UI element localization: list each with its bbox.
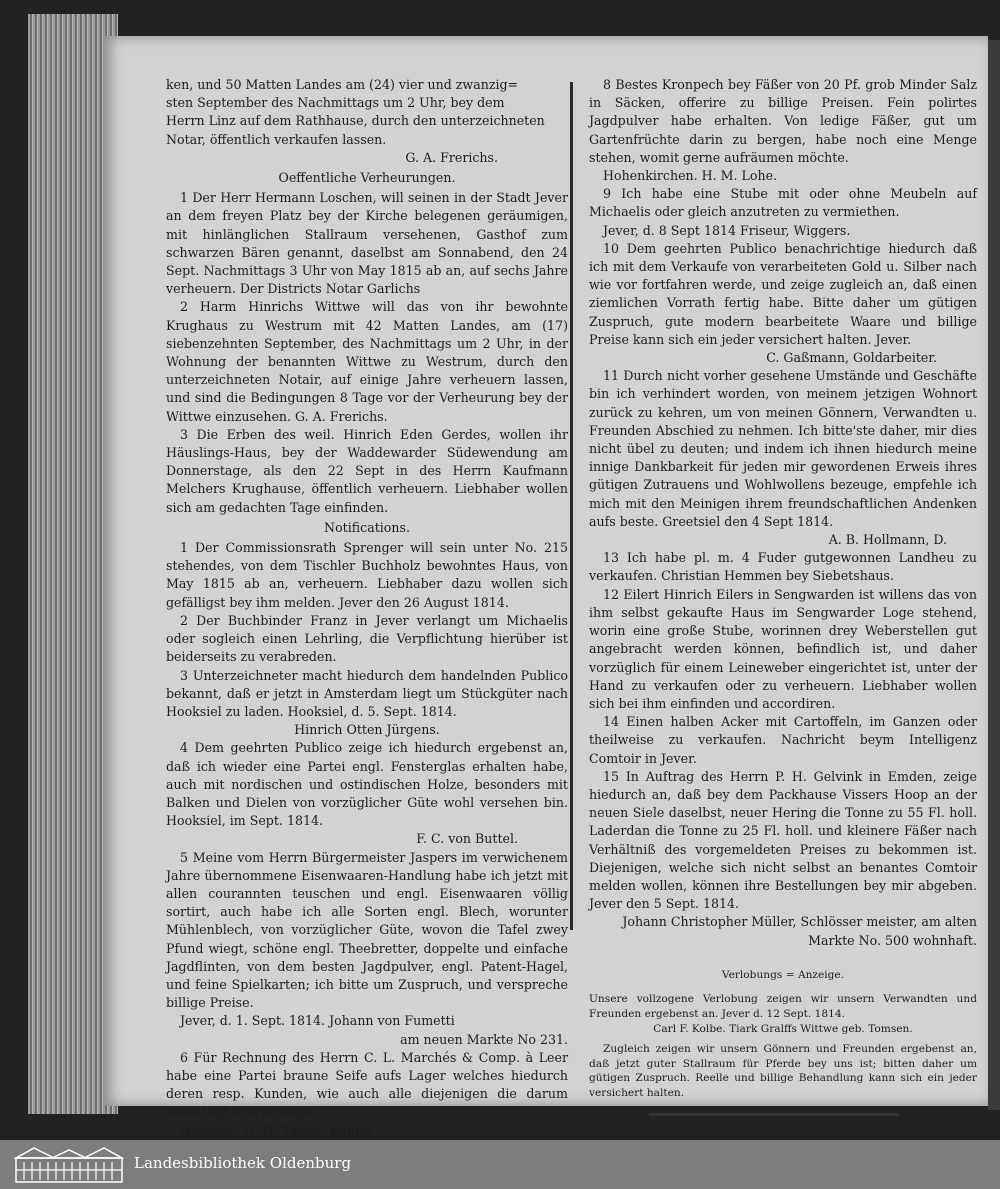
text-block: ken, und 50 Matten Landes am (24) vier und zwanzig= [166,77,519,92]
signature-line: F. C. von Buttel. [416,831,518,847]
notice-entry: 4 Dem geehrten Publico zeige ich hiedurch ergebenst an, daß ich wieder eine Partei engl. Fensterglas erhalten habe, auch mit nordischen und ostindischen Holze, besonders mit Balken und Dielen von vorzüglicher Güte wohl versehen bin. Hooksiel, im Sept. 1814. [166,740,568,829]
library-name: Landesbibliothek Oldenburg [134,1154,352,1172]
notice-entry: 11 Durch nicht vorher gesehene Umstände und Geschäfte bin ich verhindert worden, von meinem jetzigen Wohnort zurück zu kehren, um von meinen Gönnern, Verwandten u. Freunden Abschied zu nehmen. Ich bitte'ste daher, mir dies nicht übel zu deuten; und indem ich ihnen hiedurch meine innige Dankbarkeit für jeden mir gewordenen Erweis ihres gütigen Zutrauens und Wohlwollens bezeuge, empfehle ich mich mit den Meinigen ihrem freundschaftlichen Andenken aufs beste. Greetsiel den 4 Sept 1814. [589,368,977,529]
right-column [589,76,977,1116]
notice-entry: 6 Für Rechnung des Herrn C. L. Marchés & Comp. à Leer habe eine Partei braune Seife aufs Lager welches hiedurch deren resp. Kunden, wie auch alle diejenigen die darum benöthigt sind anzeige. [166,1049,568,1120]
notice-entry: 1 Der Herr Hermann Loschen, will seinen in der Stadt Jever an dem freyen Platz bey der Kirche belegenen geräumigen, mit hinlänglichen Stallraum versehenen, Gasthof zum schwarzen Bären genannt, daselbst am Sonnabend, den 24 Sept. Nachmittags 3 Uhr von May 1815 ab an, auf sechs Jahre verheuern. Der Districts Notar Garlichs [166,190,568,297]
notice-entry: 2 Harm Hinrichs Wittwe will das von ihr bewohnte Krughaus zu Westrum mit 42 Matten Landes, am (17) siebenzehnten September, des Nachmittags um 2 Uhr, in der Wohnung der benannten Wittwe zu Westrum, durch den unterzeichneten Notair, auf einige Jahre verheuern lassen, und sind die Bedingungen 8 Tage vor der Verheurung bey der Wittwe einzusehen. G. A. Frerichs. [166,299,568,424]
next-page-edge [988,40,1000,1110]
column-divider [570,82,573,930]
section-heading: Notifications. [324,519,410,535]
notice-entry: Zugleich zeigen wir unsern Gönnern und Freunden ergebenst an, daß jetzt guter Stallraum für Pferde bey uns ist; bitten daher um gütigen Zuspruch. Reelle und billige Behandlung kann sich ein jeder versichert halten. [589,1043,977,1099]
signature-line: Hohenkirchen. H. M. Lohe. [603,168,778,184]
notice-entry: 2 Der Buchbinder Franz in Jever verlangt um Michaelis oder sogleich einen Lehrling, die Verpflichtung hierüber ist beiderseits zu verabreden. [166,612,568,665]
notice-entry: 8 Bestes Kronpech bey Fäßer von 20 Pf. grob Minder Salz in Säcken, offerire zu billige Preisen. Fein polirtes Jagdpulver habe erhalten. Von ledige Fäßer, gut um Gartenfrüchte darin zu bergen, habe noch eine Menge stehen, womit gerne aufräumen möchte. [589,77,977,165]
notice-entry: 15 In Auftrag des Herrn P. H. Gelvink in Emden, zeige hiedurch an, daß bey dem Packhause Vissers Hoop an der neuen Siele daselbst, neuer Hering die Tonne zu 55 Fl. holl. Laderdan die Tonne zu 25 Fl. holl. und kleinere Fäßer nach Verhältniß des vorgemeldeten Preises zu bekommen ist. Diejenigen, welche sich nicht selbst an benantes Comtoir melden wollen, können ihre Bestellungen bey mir abgeben. Jever den 5 Sept. 1814. [589,768,977,912]
notice-entry: 10 Dem geehrten Publico benachrichtige hiedurch daß ich mit dem Verkaufe von verarbeiteten Gold u. Silber nach wie vor fortfahren werde, und zeige zugleich an, daß einen ziemlichen Vorrath fertig habe. Bitte daher um gütigen Zuspruch, gute modern bearbeitete Waare und billige Preise kann sich ein jeder versichert halten. Jever. [589,240,977,347]
text-block: Herrn Linz auf dem Rathhause, durch den unterzeichneten [166,113,545,129]
notice-entry: 3 Unterzeichneter macht hiedurch dem handelnden Publico bekannt, daß er jetzt in Amsterdam liegt um Stückgüter nach Hooksiel zu laden. Hooksiel, d. 5. Sept. 1814. [166,667,568,719]
notice-entry: 13 Ich habe pl. m. 4 Fuder gutgewonnen Landheu zu verkaufen. Christian Hemmen bey Siebetshaus. [589,550,977,584]
signature-line: G. A. Frerichs. [405,149,498,165]
closing-rule [649,1113,899,1116]
notice-entry: 3 Die Erben des weil. Hinrich Eden Gerdes, wollen ihr Häuslings-Haus, bey der Waddewarder Südewendung am Donnerstage, als den 22 Sept in des Herrn Kaufmann Melchers Krughause, öffentlich verheuern. Liebhaber wollen sich am gedachten Tage einfinden. [166,426,568,515]
text-block: sten September des Nachmittags um 2 Uhr, bey dem [166,95,505,111]
section-heading: Oeffentliche Verheurungen. [278,170,456,186]
notice-entry: 12 Eilert Hinrich Eilers in Sengwarden ist willens das von ihm selbst gekaufte Haus im Sengwarder Loge stehend, worin eine große Stube, worinnen drey Weberstellen gut angebracht werden können, befindlich ist, und daher vorzüglich für einem Leineweber eingerichtet ist, unter der Hand zu verkaufen oder zu verheuern. Liebhaber wollen sich bei ihm einfinden und accordiren. [589,586,977,711]
signature-line: Carl F. Kolbe. Tiark Gralffs Wittwe geb. Tomsen. [653,1022,913,1035]
signature-line: C. Gaßmann, Goldarbeiter. [766,350,937,366]
signature-line: A. B. Hollmann, D. [828,532,947,548]
signature-line: Jever, d. 8 Sept 1814 Friseur, Wiggers. [603,222,851,238]
notice-entry: 14 Einen halben Acker mit Cartoffeln, im Ganzen oder theilweise zu verkaufen. Nachricht beym Intelligenz Comtoir in Jever. [589,714,977,766]
notice-entry: 9 Ich habe eine Stube mit oder ohne Meubeln auf Michaelis oder gleich anzutreten zu vermiethen. [589,186,977,220]
left-column [166,76,568,1140]
section-heading: Verlobungs = Anzeige. [721,968,845,981]
signature-line: Hinrich Otten Jürgens. [294,722,440,738]
text-block: Notar, öffentlich verkaufen lassen. [166,131,387,147]
signature-line: Hooksiel, H. H. Tiarks, Kaufm. [180,1122,376,1138]
footer-bar [0,1140,1000,1189]
library-building-logo [14,1144,124,1184]
notice-entry: 1 Der Commissionsrath Sprenger will sein unter No. 215 stehendes, von dem Tischler Buchholz bewohntes Haus, von May 1815 ab an, verheuern. Liebhaber dazu wollen sich gefälligst bey ihm melden. Jever den 26 August 1814. [166,540,568,610]
notice-entry: 5 Meine vom Herrn Bürgermeister Jaspers im verwichenem Jahre übernommene Eisenwaaren-Handlung habe ich jetzt mit allen courannten teuschen und engl. Eisenwaaren völlig sortirt, auch habe ich alle Sorten engl. Blech, worunter Mühlenblech, von vorzüglicher Güte, wovon die Tafel zwey Pfund wiegt, schöne engl. Theebretter, doppelte und einfache Jagdflinten, von dem besten Jagdpulver, engl. Patent-Hagel, und feine Spielkarten; ich bitte um Zuspruch, und verspreche billige Preise. [166,849,568,1011]
signature-line: Johann Christopher Müller, Schlösser meister, am alten Markte No. 500 wohnhaft. [622,914,977,948]
notice-entry: Unsere vollzogene Verlobung zeigen wir unsern Verwandten und Freunden ergebenst an. Jever d. 12 Sept. 1814. [589,993,977,1020]
signature-line: am neuen Markte No 231. [400,1031,568,1047]
newspaper-page [104,36,988,1138]
signature-line: Jever, d. 1. Sept. 1814. Johann von Fumetti [180,1013,455,1029]
